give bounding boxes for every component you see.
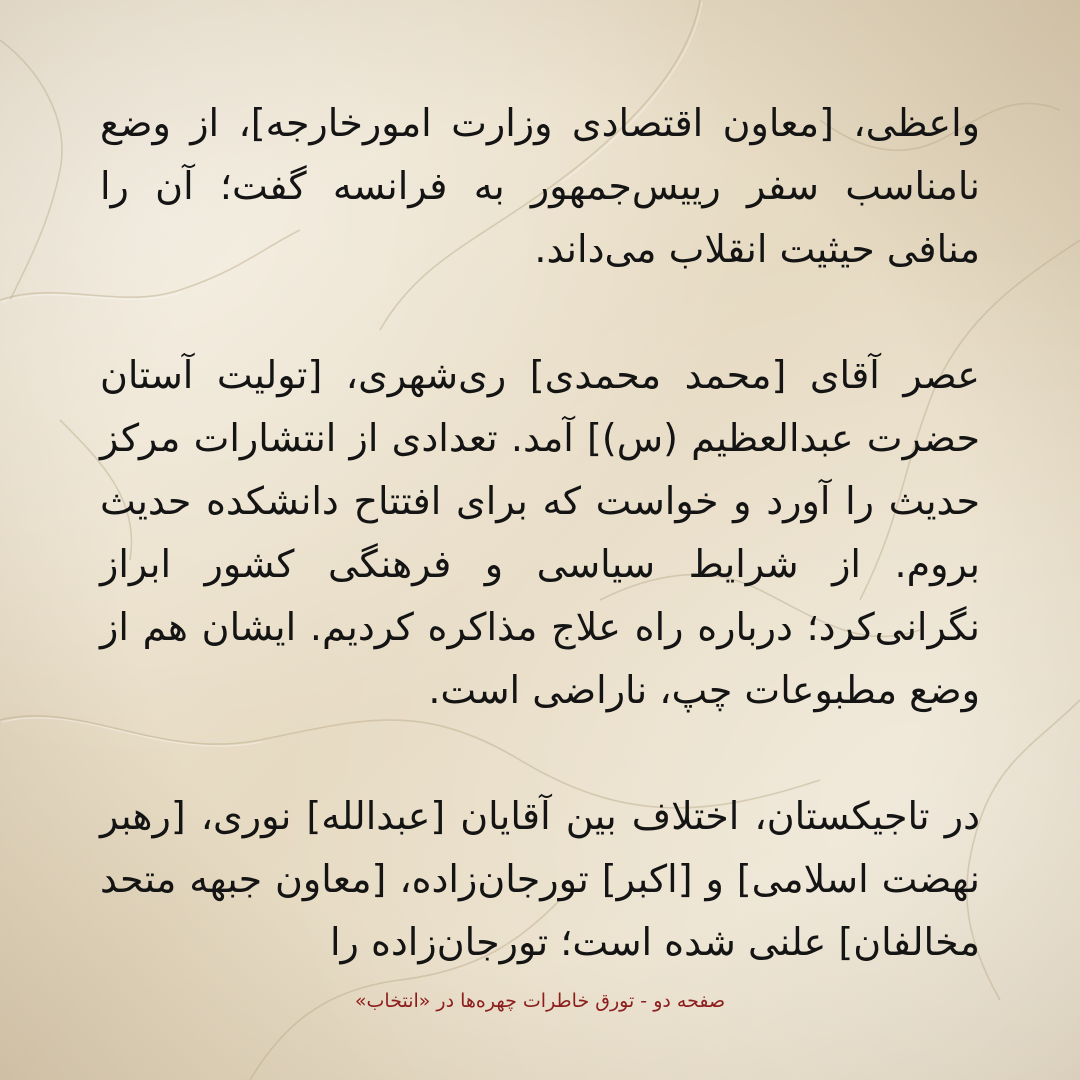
page-caption: صفحه دو - تورق خاطرات چهره‌ها در «انتخاب» [354, 990, 726, 1012]
paragraph-3: در تاجیکستان، اختلاف بین آقایان [عبدالله] نوری، [رهبر نهضت اسلامی] و [اکبر] تورجان‌زاده، [معاون جبهه متحد مخالفان] علنی شده است؛ تورجان‌زاده را [100, 794, 980, 964]
memoir-text [100, 92, 980, 974]
paragraph-2: عصر آقای [محمد محمدی] ری‌شهری، [تولیت آستان حضرت عبدالعظیم (س)] آمد. تعدادی از انتشارات مرکز حدیث را آورد و خواست که برای افتتاح دانشکده حدیث بروم. از شرایط سیاسی و فرهنگی کشور ابراز نگرانی‌کرد؛ درباره راه علاج مذاکره کردیم. ایشان هم از وضع مطبوعات چپ، ناراضی است. [100, 353, 980, 712]
paragraph-1: واعظی، [معاون اقتصادی وزارت امورخارجه]، از وضع نامناسب سفر رییس‌جمهور به فرانسه گفت؛ آن را منافی حیثیت انقلاب می‌داند. [100, 101, 980, 271]
